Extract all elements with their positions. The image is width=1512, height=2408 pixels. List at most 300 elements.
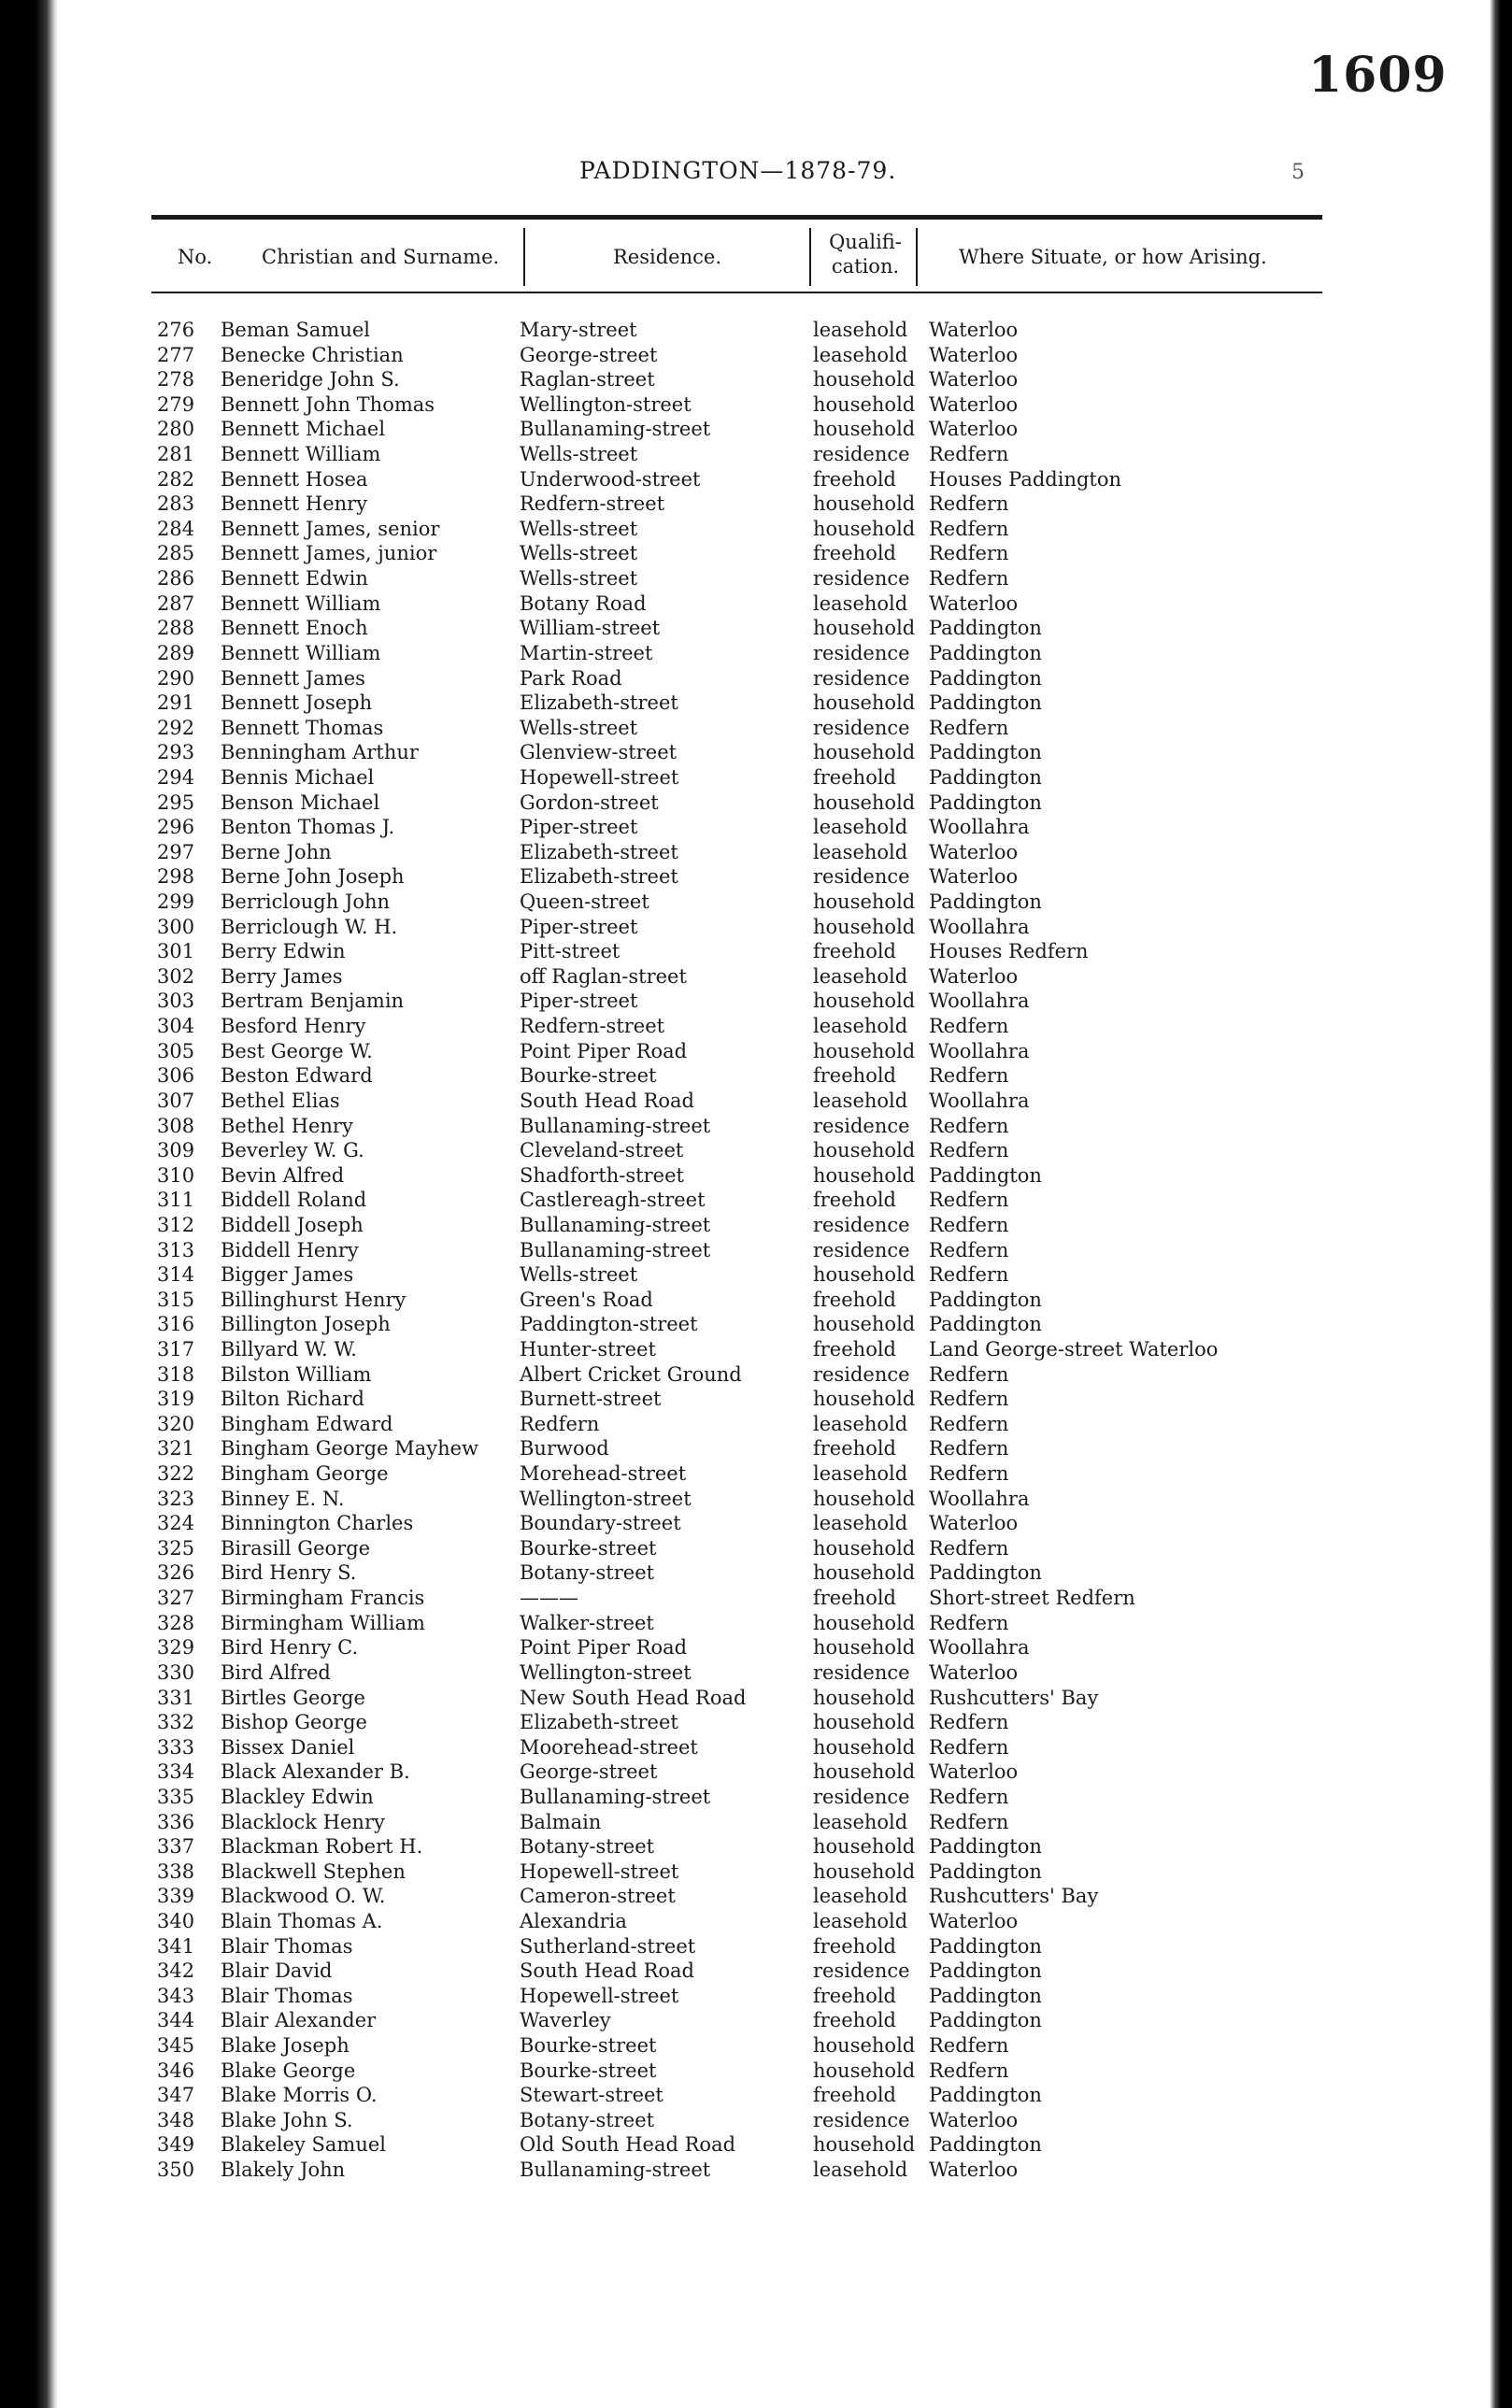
- table-row: [0, 2158, 1512, 2183]
- table-row: [0, 716, 1512, 741]
- entry-residence: Stewart-street: [520, 2084, 663, 2107]
- column-header-qualification: [817, 230, 914, 278]
- entry-name: Bilston William: [221, 1362, 372, 1386]
- entry-residence: Walker-street: [520, 1611, 654, 1634]
- entry-qualification: household: [813, 2034, 916, 2058]
- entry-qualification: leasehold: [813, 1910, 908, 1932]
- entry-residence: Bourke-street: [520, 1064, 657, 1088]
- entry-name: Billinghurst Henry: [221, 1288, 407, 1311]
- entry-number: 300: [157, 915, 195, 938]
- table-row: [0, 1337, 1512, 1362]
- entry-number: 320: [157, 1412, 195, 1435]
- table-row: [0, 1312, 1512, 1337]
- entry-where: Paddington: [929, 1835, 1042, 1859]
- entry-qualification: household: [813, 418, 916, 441]
- table-row: [0, 1089, 1512, 1114]
- entry-where: Paddington: [929, 1561, 1042, 1585]
- entry-qualification: household: [813, 915, 916, 938]
- entry-residence: Botany-street: [520, 1561, 655, 1585]
- entry-qualification: household: [813, 1263, 916, 1287]
- entry-name: Besford Henry: [221, 1015, 366, 1038]
- entry-name: Black Alexander B.: [221, 1760, 410, 1784]
- entry-residence: Point Piper Road: [520, 1636, 688, 1660]
- entry-where: Land George-street Waterloo: [929, 1337, 1219, 1361]
- entry-number: 277: [157, 343, 195, 366]
- entry-where: Redfern: [929, 2034, 1009, 2058]
- entry-qualification: residence: [813, 2108, 910, 2131]
- entry-number: 335: [157, 1785, 195, 1808]
- column-divider: [523, 228, 525, 286]
- entry-residence: Mary-street: [520, 319, 637, 341]
- entry-number: 345: [157, 2034, 195, 2058]
- entry-residence: Botany-street: [520, 1835, 655, 1859]
- table-row: [0, 467, 1512, 492]
- page-title: PADDINGTON—1878-79.: [579, 157, 897, 184]
- entry-where: Waterloo: [929, 1910, 1019, 1932]
- table-row: [0, 1710, 1512, 1735]
- entry-where: Waterloo: [929, 1512, 1019, 1535]
- entry-name: Berriclough W. H.: [221, 915, 398, 938]
- entry-qualification: freehold: [813, 1587, 896, 1610]
- entry-residence: Hopewell-street: [520, 1859, 679, 1883]
- entry-number: 285: [157, 542, 195, 565]
- entry-name: Bishop George: [221, 1711, 367, 1734]
- table-row: [0, 343, 1512, 368]
- table-row: [0, 1635, 1512, 1660]
- entry-residence: Bullanaming-street: [520, 1213, 711, 1236]
- entry-residence: Wells-street: [520, 542, 638, 565]
- entry-number: 341: [157, 1934, 195, 1958]
- entry-residence: Underwood-street: [520, 467, 701, 491]
- entry-name: Binney E. N.: [221, 1487, 345, 1510]
- entry-name: Berry James: [221, 964, 343, 988]
- entry-residence: Moorehead-street: [520, 1735, 698, 1759]
- entry-qualification: household: [813, 1139, 916, 1162]
- table-row: [0, 2132, 1512, 2158]
- entry-qualification: leasehold: [813, 964, 908, 988]
- entry-qualification: leasehold: [813, 1810, 908, 1833]
- entry-qualification: residence: [813, 1785, 910, 1808]
- table-row: [0, 1163, 1512, 1189]
- entry-qualification: household: [813, 1611, 916, 1634]
- entry-number: 296: [157, 816, 195, 839]
- entry-where: Redfern: [929, 1139, 1009, 1162]
- entry-qualification: residence: [813, 666, 910, 690]
- entry-qualification: household: [813, 1636, 916, 1660]
- entry-number: 284: [157, 517, 195, 540]
- entry-qualification: leasehold: [813, 343, 908, 366]
- entry-qualification: household: [813, 791, 916, 814]
- entry-where: Redfern: [929, 1735, 1009, 1759]
- entry-name: Blair Thomas: [221, 1984, 353, 2007]
- entry-name: Blair Thomas: [221, 1934, 353, 1958]
- entry-where: Redfern: [929, 517, 1009, 540]
- entry-qualification: freehold: [813, 2009, 896, 2032]
- entry-qualification: residence: [813, 1959, 910, 1983]
- entry-number: 292: [157, 716, 195, 739]
- entry-residence: Queen-street: [520, 891, 649, 914]
- table-row: [0, 864, 1512, 890]
- table-row: [0, 989, 1512, 1014]
- entry-qualification: freehold: [813, 2084, 896, 2107]
- entry-number: 299: [157, 891, 195, 914]
- entry-qualification: household: [813, 2059, 916, 2082]
- entry-name: Bennett Thomas: [221, 716, 384, 739]
- entry-qualification: household: [813, 1536, 916, 1560]
- entry-number: 303: [157, 990, 195, 1013]
- entry-number: 332: [157, 1711, 195, 1734]
- entry-residence: Castlereagh-street: [520, 1189, 706, 1212]
- entry-name: Bennett John Thomas: [221, 392, 435, 416]
- entry-name: Bennett James, junior: [221, 542, 437, 565]
- entry-residence: Pitt-street: [520, 940, 620, 963]
- table-row: [0, 318, 1512, 343]
- entry-where: Paddington: [929, 891, 1042, 914]
- entry-residence: Alexandria: [520, 1910, 627, 1932]
- entry-number: 305: [157, 1039, 195, 1062]
- entry-number: 316: [157, 1313, 195, 1336]
- entry-qualification: freehold: [813, 1064, 896, 1088]
- entry-residence: Point Piper Road: [520, 1039, 688, 1062]
- entry-residence: Hopewell-street: [520, 1984, 679, 2007]
- entry-number: 291: [157, 691, 195, 715]
- entry-residence: Piper-street: [520, 990, 638, 1013]
- entry-where: Redfern: [929, 1064, 1009, 1088]
- table-row: [0, 1487, 1512, 1512]
- entry-name: Bethel Elias: [221, 1089, 340, 1112]
- entry-number: 346: [157, 2059, 195, 2082]
- entry-residence: Paddington-street: [520, 1313, 698, 1336]
- entry-qualification: household: [813, 891, 916, 914]
- entry-where: Paddington: [929, 2009, 1042, 2032]
- entry-where: Houses Paddington: [929, 467, 1122, 491]
- table-row: [0, 2083, 1512, 2108]
- entry-number: 333: [157, 1735, 195, 1759]
- entry-residence: Morehead-street: [520, 1462, 687, 1486]
- table-row: [0, 815, 1512, 840]
- table-row: [0, 1511, 1512, 1536]
- entry-qualification: household: [813, 691, 916, 715]
- entry-name: Benningham Arthur: [221, 741, 419, 764]
- entry-qualification: household: [813, 617, 916, 640]
- column-header-where: Where Situate, or how Arising.: [959, 246, 1267, 268]
- entry-residence: Elizabeth-street: [520, 691, 678, 715]
- entry-name: Blackley Edwin: [221, 1785, 374, 1808]
- entry-residence: Waverley: [520, 2009, 611, 2032]
- entry-qualification: household: [813, 1487, 916, 1510]
- table-row: [0, 492, 1512, 517]
- column-header-no: No.: [178, 246, 213, 268]
- entry-name: Bennett Edwin: [221, 567, 368, 591]
- entry-residence: Wellington-street: [520, 1660, 692, 1684]
- entry-name: Blackwood O. W.: [221, 1885, 386, 1908]
- entry-name: Bennett James: [221, 666, 365, 690]
- entry-residence: South Head Road: [520, 1959, 694, 1983]
- entry-name: Beneridge John S.: [221, 368, 400, 392]
- entry-name: Blair Alexander: [221, 2009, 377, 2032]
- entry-name: Best George W.: [221, 1039, 373, 1062]
- entry-where: Paddington: [929, 617, 1042, 640]
- entry-qualification: household: [813, 2133, 916, 2157]
- table-row: [0, 915, 1512, 940]
- table-row: [0, 541, 1512, 566]
- register-table-body: [0, 318, 1512, 2183]
- entry-number: 325: [157, 1536, 195, 1560]
- entry-number: 342: [157, 1959, 195, 1983]
- table-row: [0, 939, 1512, 964]
- table-row: [0, 791, 1512, 816]
- entry-name: Bird Henry C.: [221, 1636, 359, 1660]
- entry-residence: Burnett-street: [520, 1388, 662, 1411]
- entry-residence: Bullanaming-street: [520, 418, 711, 441]
- entry-name: Blakely John: [221, 2159, 346, 2182]
- table-row: [0, 1114, 1512, 1139]
- entry-number: 324: [157, 1512, 195, 1535]
- entry-name: Blackwell Stephen: [221, 1859, 406, 1883]
- table-row: [0, 1785, 1512, 1810]
- table-row: [0, 1686, 1512, 1711]
- entry-residence: Albert Cricket Ground: [520, 1362, 742, 1386]
- entry-where: Paddington: [929, 2084, 1042, 2107]
- entry-qualification: leasehold: [813, 1412, 908, 1435]
- entry-residence: Raglan-street: [520, 368, 655, 392]
- entry-qualification: household: [813, 741, 916, 764]
- entry-where: Waterloo: [929, 1760, 1019, 1784]
- entry-residence: Bullanaming-street: [520, 1785, 711, 1808]
- entry-name: Blackman Robert H.: [221, 1835, 423, 1859]
- column-header-residence: Residence.: [613, 246, 721, 268]
- entry-where: Paddington: [929, 1288, 1042, 1311]
- entry-number: 315: [157, 1288, 195, 1311]
- entry-qualification: freehold: [813, 1189, 896, 1212]
- entry-qualification: freehold: [813, 1288, 896, 1311]
- table-row: [0, 1735, 1512, 1760]
- entry-residence: George-street: [520, 1760, 658, 1784]
- entry-where: Paddington: [929, 666, 1042, 690]
- entry-where: Waterloo: [929, 392, 1019, 416]
- entry-number: 281: [157, 443, 195, 466]
- entry-name: Bennett William: [221, 443, 381, 466]
- entry-name: Bennett Henry: [221, 492, 368, 516]
- entry-residence: Hopewell-street: [520, 765, 679, 789]
- table-row: [0, 1834, 1512, 1859]
- entry-where: Redfern: [929, 443, 1009, 466]
- entry-qualification: household: [813, 1163, 916, 1187]
- entry-where: Redfern: [929, 716, 1009, 739]
- table-row: [0, 1611, 1512, 1636]
- entry-number: 294: [157, 765, 195, 789]
- entry-qualification: household: [813, 492, 916, 516]
- entry-residence: Green's Road: [520, 1288, 653, 1311]
- entry-name: Bethel Henry: [221, 1114, 353, 1137]
- entry-qualification: freehold: [813, 765, 896, 789]
- table-row: [0, 1213, 1512, 1238]
- table-row: [0, 1412, 1512, 1437]
- table-row: [0, 1810, 1512, 1835]
- entry-where: Redfern: [929, 567, 1009, 591]
- entry-where: Waterloo: [929, 1660, 1019, 1684]
- corner-mark: 5: [1291, 161, 1305, 184]
- entry-name: Beman Samuel: [221, 319, 370, 341]
- entry-qualification: household: [813, 990, 916, 1013]
- entry-name: Blake Joseph: [221, 2034, 349, 2058]
- entry-where: Paddington: [929, 2133, 1042, 2157]
- entry-where: Woollahra: [929, 1039, 1030, 1062]
- table-row: [0, 566, 1512, 591]
- entry-residence: Bullanaming-street: [520, 1114, 711, 1137]
- entry-qualification: residence: [813, 716, 910, 739]
- entry-name: Blain Thomas A.: [221, 1910, 383, 1932]
- entry-name: Blake Morris O.: [221, 2084, 378, 2107]
- entry-residence: Elizabeth-street: [520, 1711, 678, 1734]
- entry-where: Woollahra: [929, 1089, 1030, 1112]
- entry-where: Redfern: [929, 1785, 1009, 1808]
- table-row: [0, 1461, 1512, 1487]
- entry-name: Binnington Charles: [221, 1512, 414, 1535]
- entry-number: 344: [157, 2009, 195, 2032]
- entry-qualification: freehold: [813, 1984, 896, 2007]
- entry-qualification: freehold: [813, 542, 896, 565]
- entry-where: Redfern: [929, 1388, 1009, 1411]
- entry-qualification: freehold: [813, 1437, 896, 1460]
- entry-qualification: leasehold: [813, 1885, 908, 1908]
- entry-residence: Wells-street: [520, 567, 638, 591]
- entry-qualification: household: [813, 1313, 916, 1336]
- entry-residence: New South Head Road: [520, 1686, 747, 1709]
- entry-residence: South Head Road: [520, 1089, 694, 1112]
- entry-number: 318: [157, 1362, 195, 1386]
- entry-residence: Cleveland-street: [520, 1139, 684, 1162]
- header-top-rule: [151, 215, 1322, 220]
- entry-number: 307: [157, 1089, 195, 1112]
- table-row: [0, 1238, 1512, 1263]
- entry-name: Biddell Henry: [221, 1238, 359, 1261]
- entry-qualification: household: [813, 1835, 916, 1859]
- entry-residence: Hunter-street: [520, 1337, 656, 1361]
- entry-where: Paddington: [929, 1163, 1042, 1187]
- table-row: [0, 890, 1512, 915]
- entry-where: Rushcutters' Bay: [929, 1686, 1099, 1709]
- entry-number: 323: [157, 1487, 195, 1510]
- entry-qualification: household: [813, 517, 916, 540]
- entry-where: Short-street Redfern: [929, 1587, 1135, 1610]
- entry-qualification: household: [813, 1039, 916, 1062]
- table-row: [0, 442, 1512, 467]
- entry-residence: Cameron-street: [520, 1885, 676, 1908]
- table-row: [0, 1362, 1512, 1388]
- entry-number: 302: [157, 964, 195, 988]
- entry-where: Waterloo: [929, 368, 1019, 392]
- entry-name: Biddell Joseph: [221, 1213, 364, 1236]
- entry-residence: Piper-street: [520, 915, 638, 938]
- table-row: [0, 1138, 1512, 1163]
- entry-where: Redfern: [929, 1810, 1009, 1833]
- entry-number: 278: [157, 368, 195, 392]
- header-bottom-rule: [151, 292, 1322, 293]
- entry-where: Woollahra: [929, 990, 1030, 1013]
- entry-where: Paddington: [929, 1959, 1042, 1983]
- entry-name: Birmingham William: [221, 1611, 425, 1634]
- entry-qualification: household: [813, 1735, 916, 1759]
- entry-number: 343: [157, 1984, 195, 2007]
- entry-residence: off Raglan-street: [520, 964, 687, 988]
- entry-residence: Park Road: [520, 666, 622, 690]
- table-row: [0, 1288, 1512, 1313]
- entry-where: Paddington: [929, 791, 1042, 814]
- entry-number: 298: [157, 865, 195, 889]
- table-row: [0, 616, 1512, 641]
- entry-name: Berriclough John: [221, 891, 391, 914]
- entry-where: Waterloo: [929, 2108, 1019, 2131]
- entry-number: 311: [157, 1189, 195, 1212]
- entry-number: 336: [157, 1810, 195, 1833]
- entry-number: 276: [157, 319, 195, 341]
- entry-number: 317: [157, 1337, 195, 1361]
- entry-qualification: freehold: [813, 1934, 896, 1958]
- entry-number: 350: [157, 2159, 195, 2182]
- entry-where: Waterloo: [929, 418, 1019, 441]
- entry-where: Waterloo: [929, 319, 1019, 341]
- table-row: [0, 641, 1512, 666]
- entry-name: Birasill George: [221, 1536, 371, 1560]
- entry-where: Redfern: [929, 1238, 1009, 1261]
- entry-residence: George-street: [520, 343, 658, 366]
- table-row: [0, 2008, 1512, 2033]
- entry-where: Waterloo: [929, 2159, 1019, 2182]
- entry-qualification: leasehold: [813, 1015, 908, 1038]
- entry-name: Bissex Daniel: [221, 1735, 355, 1759]
- table-row: [0, 1436, 1512, 1461]
- entry-number: 283: [157, 492, 195, 516]
- entry-where: Redfern: [929, 1189, 1009, 1212]
- entry-residence: Elizabeth-street: [520, 840, 678, 863]
- entry-qualification: household: [813, 1388, 916, 1411]
- entry-qualification: freehold: [813, 467, 896, 491]
- entry-number: 288: [157, 617, 195, 640]
- entry-residence: Botany-street: [520, 2108, 655, 2131]
- entry-number: 280: [157, 418, 195, 441]
- entry-qualification: leasehold: [813, 840, 908, 863]
- entry-qualification: household: [813, 1760, 916, 1784]
- entry-number: 327: [157, 1587, 195, 1610]
- entry-name: Bingham George Mayhew: [221, 1437, 478, 1460]
- entry-name: Beston Edward: [221, 1064, 373, 1088]
- column-divider: [916, 228, 918, 286]
- entry-qualification: residence: [813, 443, 910, 466]
- entry-number: 328: [157, 1611, 195, 1634]
- entry-residence: Wells-street: [520, 1263, 638, 1287]
- entry-number: 309: [157, 1139, 195, 1162]
- entry-name: Bennett Joseph: [221, 691, 373, 715]
- entry-where: Waterloo: [929, 964, 1019, 988]
- table-row: [0, 765, 1512, 791]
- entry-number: 310: [157, 1163, 195, 1187]
- entry-qualification: household: [813, 1686, 916, 1709]
- entry-number: 347: [157, 2084, 195, 2107]
- entry-number: 337: [157, 1835, 195, 1859]
- table-row: [0, 1063, 1512, 1089]
- table-row: [0, 666, 1512, 691]
- entry-residence: Redfern: [520, 1412, 600, 1435]
- table-row: [0, 1560, 1512, 1586]
- column-header-name: Christian and Surname.: [262, 246, 500, 268]
- entry-where: Redfern: [929, 1263, 1009, 1287]
- entry-residence: Bourke-street: [520, 2059, 657, 2082]
- entry-where: Redfern: [929, 2059, 1009, 2082]
- entry-qualification: residence: [813, 865, 910, 889]
- entry-name: Billyard W. W.: [221, 1337, 357, 1361]
- column-header-qualification-line1: Qualifi-: [829, 231, 902, 253]
